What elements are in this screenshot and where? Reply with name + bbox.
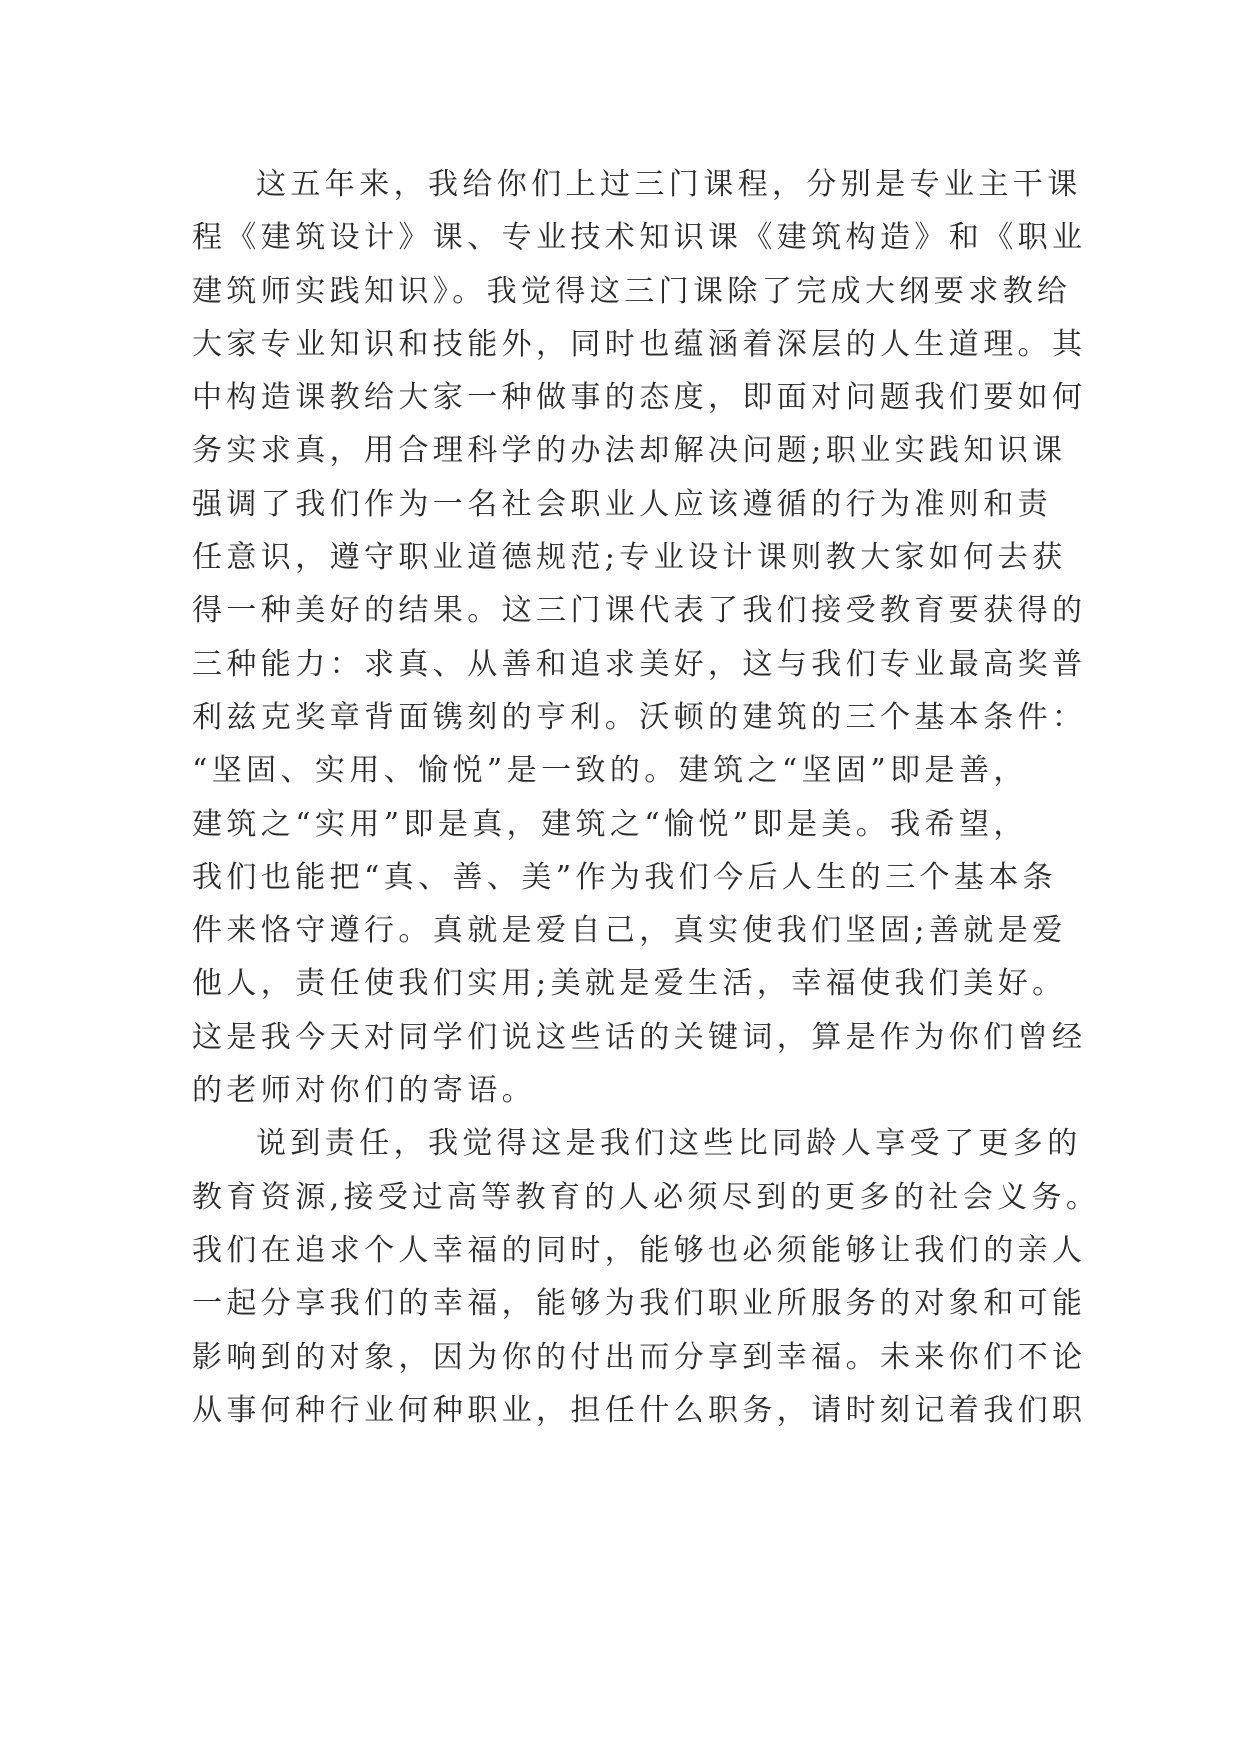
paragraph-line: 一起分享我们的幸福，能够为我们职业所服务的对象和可能 — [192, 1286, 1087, 1322]
paragraph-1 — [192, 158, 1087, 1117]
paragraph-line: 建筑师实践知识》。我觉得这三门课除了完成大纲要求教给 — [192, 273, 1072, 309]
paragraph-line: 任意识，遵守职业道德规范;专业设计课则教大家如何去获 — [192, 540, 1067, 576]
paragraph-line: 我们在追求个人幸福的同时，能够也必须能够让我们的亲人 — [192, 1232, 1087, 1268]
paragraph-line: 件来恪守遵行。真就是爱自己，真实使我们坚固;善就是爱 — [192, 913, 1067, 949]
paragraph-line: 这是我今天对同学们说这些话的关键词，算是作为你们曾经 — [192, 1019, 1087, 1055]
paragraph-line: 的老师对你们的寄语。 — [192, 1073, 536, 1109]
paragraph-line: 教育资源,接受过高等教育的人必须尽到的更多的社会义务。 — [192, 1179, 1101, 1215]
body-text — [192, 158, 1101, 1437]
paragraph-line: 利兹克奖章背面镌刻的亨利。沃顿的建筑的三个基本条件： — [192, 699, 1087, 735]
paragraph-line: 得一种美好的结果。这三门课代表了我们接受教育要获得的 — [192, 593, 1087, 629]
paragraph-line: 建筑之“实用”即是真，建筑之“愉悦”即是美。我希望， — [192, 806, 1028, 842]
paragraph-line: 程《建筑设计》课、专业技术知识课《建筑构造》和《职业 — [192, 220, 1087, 256]
paragraph-line: 从事何种行业何种职业，担任什么职务，请时刻记着我们职 — [192, 1392, 1087, 1428]
paragraph-line: 中构造课教给大家一种做事的态度，即面对问题我们要如何 — [192, 380, 1087, 416]
paragraph-2 — [192, 1117, 1101, 1437]
paragraph-line: 三种能力：求真、从善和追求美好，这与我们专业最高奖普 — [192, 646, 1087, 682]
paragraph-line: 务实求真，用合理科学的办法却解决问题;职业实践知识课 — [192, 433, 1067, 469]
paragraph-line: “坚固、实用、愉悦”是一致的。建筑之“坚固”即是善， — [192, 753, 1028, 789]
paragraph-line: 这五年来，我给你们上过三门课程，分别是专业主干课 — [256, 167, 1082, 202]
paragraph-line: 我们也能把“真、善、美”作为我们今后人生的三个基本条 — [192, 859, 1058, 895]
paragraph-line: 强调了我们作为一名社会职业人应该遵循的行为准则和责 — [192, 486, 1052, 522]
paragraph-line: 他人，责任使我们实用;美就是爱生活，幸福使我们美好。 — [192, 966, 1067, 1002]
paragraph-line: 影响到的对象，因为你的付出而分享到幸福。未来你们不论 — [192, 1339, 1087, 1375]
paragraph-line: 说到责任，我觉得这是我们这些比同龄人享受了更多的 — [256, 1126, 1082, 1162]
paragraph-line: 大家专业知识和技能外，同时也蕴涵着深层的人生道理。其 — [192, 326, 1087, 362]
